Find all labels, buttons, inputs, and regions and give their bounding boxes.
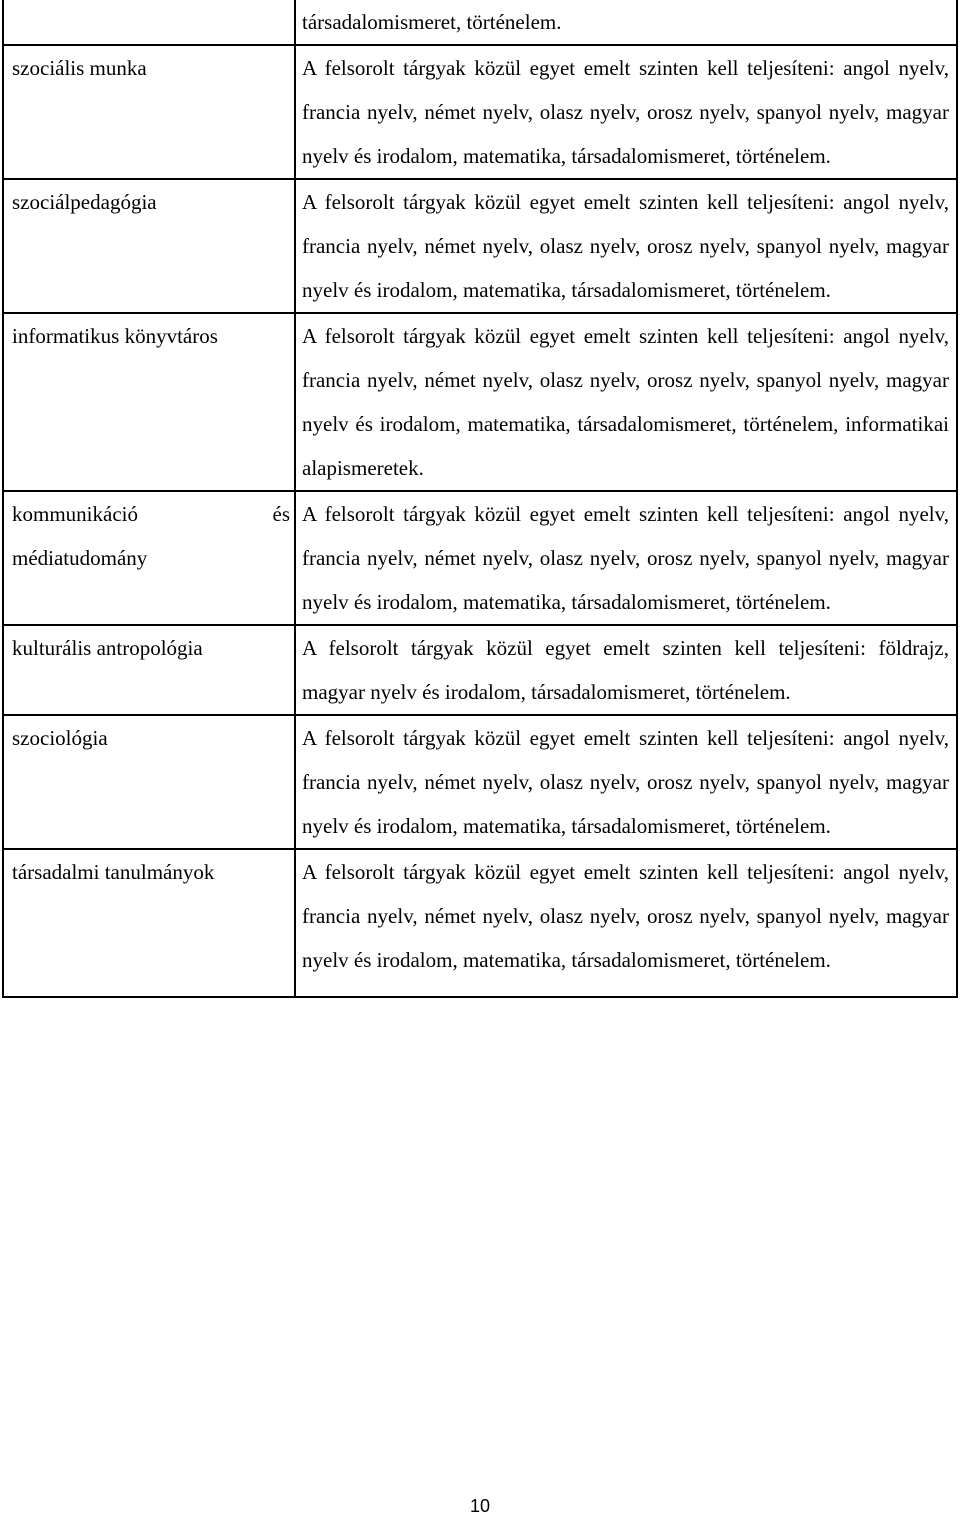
requirement-cell: A felsorolt tárgyak közül egyet emelt szinten kell teljesíteni: angol nyelv, francia nyelv, német nyelv, olasz nyelv, orosz nyelv, spanyol nyelv, magyar nyelv és irodalom, matematika, társadalomismeret, történelem. bbox=[295, 491, 957, 625]
program-name: kommunikáció és médiatudomány bbox=[12, 502, 290, 570]
table-row bbox=[3, 0, 957, 45]
requirement-cell: társadalomismeret, történelem. bbox=[295, 0, 957, 45]
program-name: kulturális antropológia bbox=[12, 636, 203, 660]
requirement-cell bbox=[295, 849, 957, 997]
program-name: társadalmi tanulmányok bbox=[12, 860, 215, 884]
program-name: szociológia bbox=[12, 726, 108, 750]
program-name-cell bbox=[3, 45, 295, 179]
program-name-cell bbox=[3, 625, 295, 715]
table-row bbox=[3, 849, 957, 997]
program-name-cell bbox=[3, 849, 295, 997]
requirement-text: A felsorolt tárgyak közül egyet emelt szinten kell teljesíteni: angol nyelv, francia nyelv, német nyelv, olasz nyelv, orosz nyelv, spanyol nyelv, magyar nyelv és irodalom, matematika, társadalomismeret, történelem. bbox=[302, 860, 949, 972]
table-row bbox=[3, 491, 957, 625]
table-row bbox=[3, 313, 957, 491]
requirement-cell: A felsorolt tárgyak közül egyet emelt szinten kell teljesíteni: földrajz, magyar nyelv és irodalom, társadalomismeret, történelem. bbox=[295, 625, 957, 715]
requirements-table bbox=[2, 0, 958, 998]
program-name: szociális munka bbox=[12, 56, 147, 80]
program-name-cell bbox=[3, 0, 295, 45]
table-row bbox=[3, 45, 957, 179]
program-name: informatikus könyvtáros bbox=[12, 324, 218, 348]
table-row bbox=[3, 625, 957, 715]
requirement-cell: A felsorolt tárgyak közül egyet emelt szinten kell teljesíteni: angol nyelv, francia nyelv, német nyelv, olasz nyelv, orosz nyelv, spanyol nyelv, magyar nyelv és irodalom, matematika, társadalomismeret, történelem. bbox=[295, 179, 957, 313]
requirement-cell: A felsorolt tárgyak közül egyet emelt szinten kell teljesíteni: angol nyelv, francia nyelv, német nyelv, olasz nyelv, orosz nyelv, spanyol nyelv, magyar nyelv és irodalom, matematika, társadalomismeret, történelem. bbox=[295, 715, 957, 849]
program-name-cell bbox=[3, 179, 295, 313]
requirement-cell: A felsorolt tárgyak közül egyet emelt szinten kell teljesíteni: angol nyelv, francia nyelv, német nyelv, olasz nyelv, orosz nyelv, spanyol nyelv, magyar nyelv és irodalom, matematika, társadalomismeret, történelem. bbox=[295, 45, 957, 179]
program-name: szociálpedagógia bbox=[12, 190, 157, 214]
requirement-cell: A felsorolt tárgyak közül egyet emelt szinten kell teljesíteni: angol nyelv, francia nyelv, német nyelv, olasz nyelv, orosz nyelv, spanyol nyelv, magyar nyelv és irodalom, matematika, társadalomismeret, történelem, informatikai alapismeretek. bbox=[295, 313, 957, 491]
program-name-cell bbox=[3, 715, 295, 849]
program-name-cell bbox=[3, 491, 295, 625]
page-number: 10 bbox=[469, 1496, 491, 1516]
table-row bbox=[3, 179, 957, 313]
program-name-cell bbox=[3, 313, 295, 491]
table-row bbox=[3, 715, 957, 849]
